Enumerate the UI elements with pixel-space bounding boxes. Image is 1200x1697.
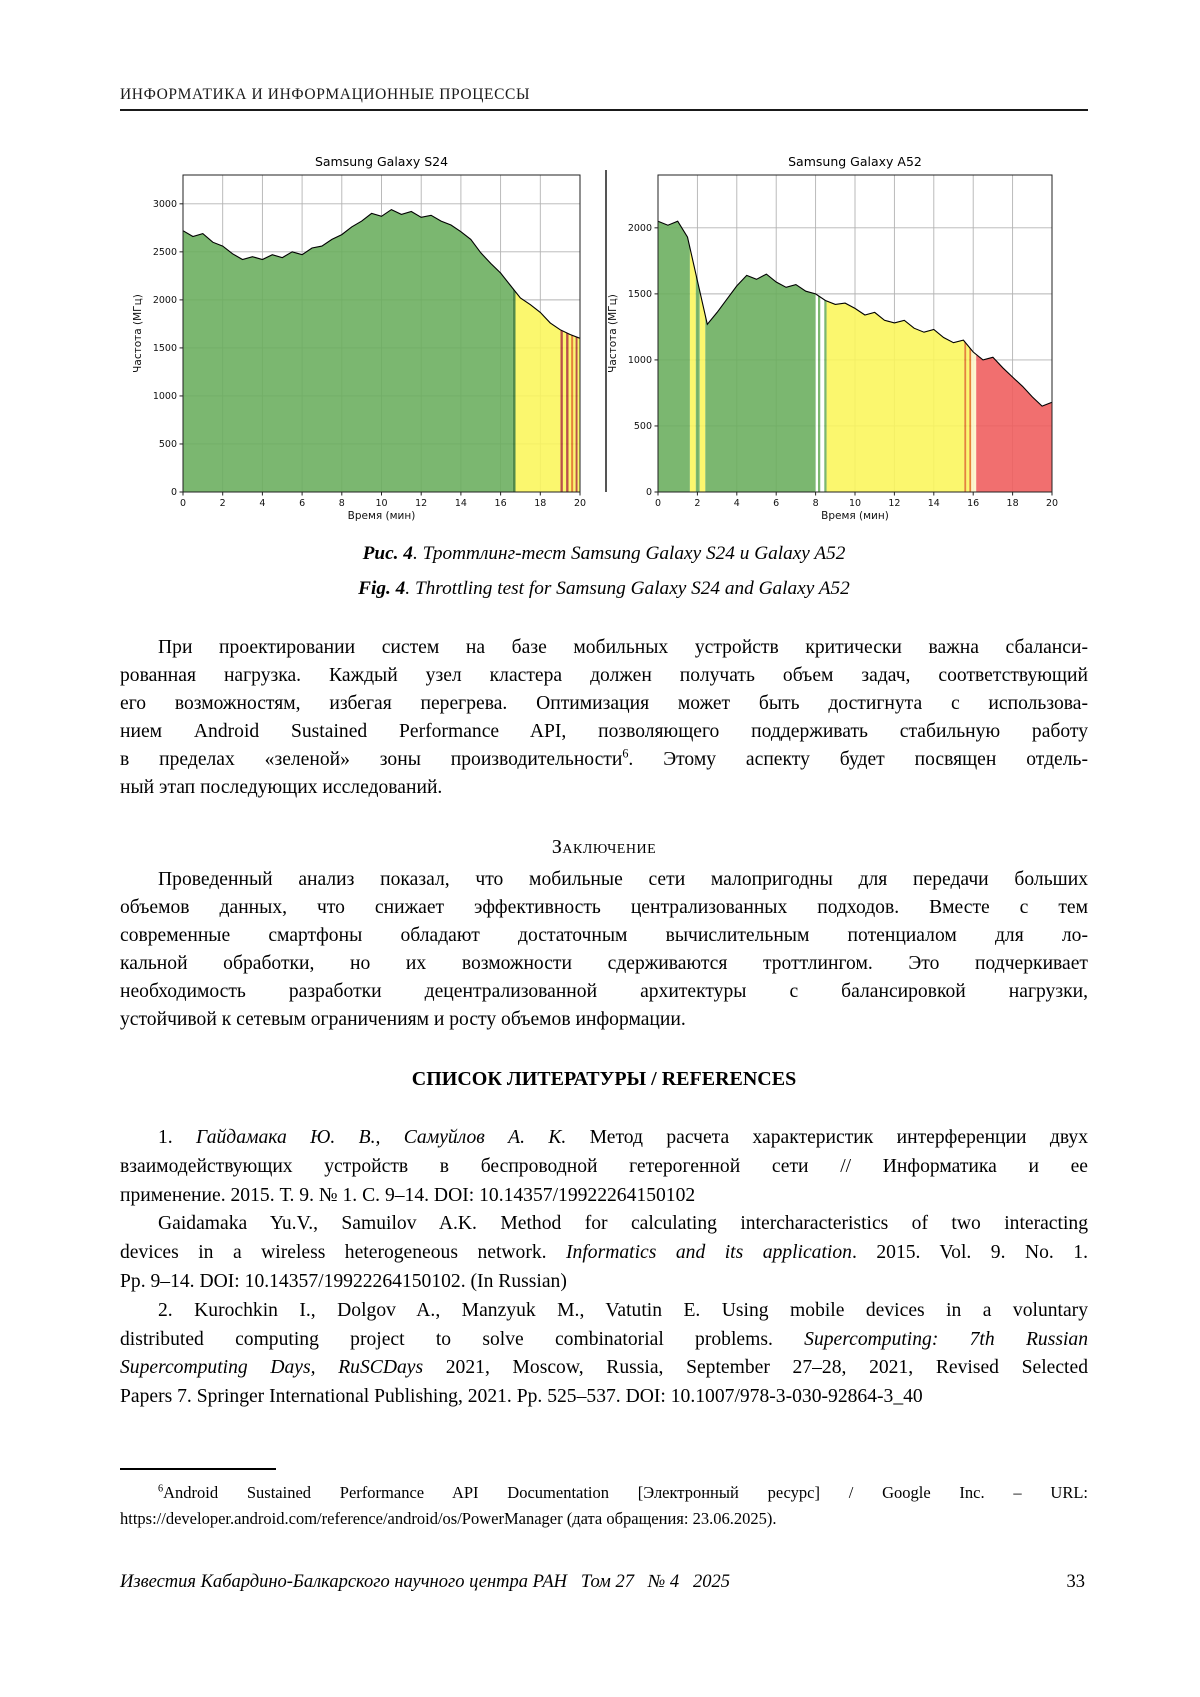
svg-text:0: 0	[170, 487, 177, 499]
svg-text:1500: 1500	[627, 289, 652, 301]
svg-text:6: 6	[299, 498, 306, 509]
references-heading: СПИСОК ЛИТЕРАТУРЫ / REFERENCES	[411, 1068, 797, 1090]
chart-ylabel: Частота (МГц)	[607, 294, 619, 373]
svg-text:2000: 2000	[627, 223, 652, 235]
conclusion-heading: Заключение	[551, 836, 657, 858]
svg-text:1000: 1000	[627, 355, 652, 367]
svg-text:0: 0	[654, 498, 662, 509]
svg-text:8: 8	[338, 498, 345, 509]
chart-title: Samsung Galaxy A52	[788, 154, 922, 169]
chart-samsung-galaxy-s24	[130, 146, 595, 536]
chart-ylabel: Частота (МГц)	[132, 294, 144, 373]
svg-text:12: 12	[415, 498, 428, 509]
chart-xlabel: Время (мин)	[821, 510, 889, 522]
paragraph-conclusion: Проведенный анализ показал, что мобильные сети малопригодны для передачи больших объемов данных, что снижает эффективность централизованных подходов. Вместе с тем современные смартфоны обладают достаточным вычислительным потенциалом для ло- кальной обработки, но их возможности сдерживаются троттлингом. Это подчеркивает необходимость разработки децентрализованной архитектуры с балансировкой нагрузки, устойчивой к сетевым ограничениям и росту объемов информации.	[120, 869, 1088, 1030]
svg-text:500: 500	[633, 421, 652, 433]
svg-text:0: 0	[179, 498, 187, 509]
page-number: 33	[1066, 1572, 1085, 1592]
svg-text:20: 20	[573, 498, 587, 509]
reference-1-ru: 1. Гайдамака Ю. В., Самуйлов А. К. Метод расчета характеристик интерференции двух взаимодействующих устройств в беспроводной гетерогенной сети // Информатика и ее применение. 2015. Т. 9. № 1. С. 9–14. DOI: 10.14357/19922264150102	[120, 1127, 1088, 1206]
chart-xlabel: Время (мин)	[347, 510, 416, 522]
chart-samsung-galaxy-a52	[605, 146, 1068, 536]
svg-text:18: 18	[1006, 498, 1019, 509]
svg-text:3000: 3000	[152, 199, 177, 211]
svg-text:4: 4	[733, 498, 740, 509]
svg-text:10: 10	[848, 498, 862, 509]
footnote-rule	[120, 1468, 276, 1470]
svg-text:16: 16	[494, 498, 507, 509]
paragraph-throttling: При проектировании систем на базе мобильных устройств критически важна сбаланси- рованная нагрузка. Каждый узел кластера должен получать объем задач, соответствующий его возможностям, избегая перегрева. Оптимизация может быть достигнута с использова- нием Android Sustained Performance API, позволяющего поддерживать стабильную работу в пределах «зеленой» зоны производительности$^6$. Этому аспекту будет посвящен отдель- ный этап последующих исследований.	[120, 637, 1088, 798]
chart-title: Samsung Galaxy S24	[314, 154, 449, 169]
header-rule	[120, 109, 1088, 111]
svg-text:16: 16	[967, 498, 980, 509]
svg-text:20: 20	[1045, 498, 1059, 509]
svg-text:14: 14	[927, 498, 940, 509]
svg-text:0: 0	[645, 487, 652, 499]
chart-svg	[605, 146, 1068, 536]
svg-text:18: 18	[534, 498, 547, 509]
footer-journal: Известия Кабардино-Балкарского научного центра РАН Том 27 № 4 2025	[120, 1572, 731, 1592]
chart-svg	[130, 146, 595, 536]
svg-text:2500: 2500	[152, 247, 177, 259]
reference-2: 2. Kurochkin I., Dolgov A., Manzyuk M., Vatutin E. Using mobile devices in a voluntary distributed computing project to solve combinatorial problems. Supercomputing: 7th Russian Supercomputing Days, RuSCDays 2021, Moscow, Russia, September 27–28, 2021, Revised Selected Papers 7. Springer International Publishing, 2021. Pp. 525–537. DOI: 10.1007/978-3-030-92864-3_40	[120, 1299, 1088, 1408]
svg-text:2: 2	[694, 498, 701, 509]
svg-text:8: 8	[812, 498, 819, 509]
figure-caption-ru: Рис. 4. Троттлинг-тест Samsung Galaxy S24 и Galaxy A52	[362, 543, 846, 564]
svg-text:4: 4	[259, 498, 266, 509]
svg-text:2000: 2000	[152, 295, 177, 307]
svg-text:12: 12	[888, 498, 901, 509]
reference-1-en: Gaidamaka Yu.V., Samuilov A.K. Method for calculating intercharacteristics of two interacting devices in a wireless heterogeneous network. Informatics and its application. 2015. Vol. 9. No. 1. Pp. 9–14. DOI: 10.14357/19922264150102. (In Russian)	[120, 1213, 1088, 1292]
footnote: $^6$Android Sustained Performance API Documentation [Электронный ресурс] / Google Inc. – URL: https://developer.android.com/reference/android/os/PowerManager (дата обращения: 23.06.2025).	[120, 1483, 1088, 1528]
svg-text:1000: 1000	[152, 391, 177, 403]
svg-text:2: 2	[219, 498, 226, 509]
journal-section-header: ИНФОРМАТИКА И ИНФОРМАЦИОННЫЕ ПРОЦЕССЫ	[120, 86, 531, 103]
svg-text:14: 14	[454, 498, 467, 509]
svg-text:500: 500	[158, 439, 177, 451]
references-list	[120, 1124, 1088, 1412]
svg-text:1500: 1500	[152, 343, 177, 355]
figure-caption-en: Fig. 4. Throttling test for Samsung Galaxy S24 and Galaxy A52	[358, 578, 850, 599]
svg-text:6: 6	[773, 498, 780, 509]
svg-text:10: 10	[375, 498, 388, 509]
